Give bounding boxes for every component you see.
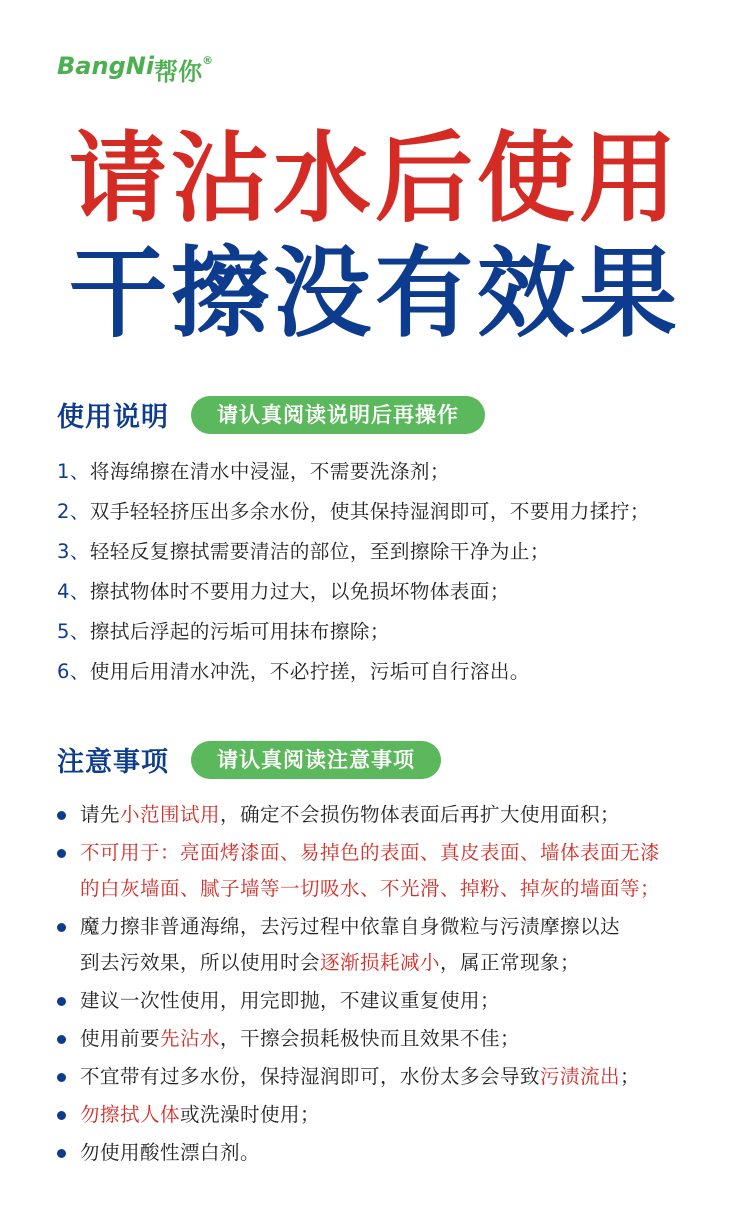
step-number: 1、 [57, 460, 90, 483]
usage-step [57, 492, 717, 532]
step-text: 擦拭物体时不要用力过大，以免损坏物体表面； [89, 580, 510, 603]
note-text: 魔力擦非普通海绵，去污过程中依靠自身微粒与污渍摩擦以达 [80, 915, 621, 938]
bullet-dot [57, 923, 66, 932]
usage-step [57, 532, 717, 572]
note-text: 不宜带有过多水份，保持湿润即可，水份太多会导致 [80, 1065, 541, 1088]
usage-step [57, 612, 717, 652]
step-number: 2、 [57, 500, 90, 523]
notes-section-header [57, 740, 441, 779]
usage-steps-list [57, 452, 717, 692]
step-number: 4、 [57, 580, 90, 603]
bullet-dot [57, 997, 66, 1006]
note-text: 或洗澡时使用； [180, 1103, 321, 1126]
step-text: 使用后用清水冲洗，不必拧搓，污垢可自行溶出。 [89, 660, 530, 683]
note-item [57, 797, 717, 833]
bullet-dot [57, 1035, 66, 1044]
note-item [57, 1097, 717, 1133]
note-text: 建议一次性使用，用完即抛，不建议重复使用； [80, 989, 501, 1012]
note-highlight: 的白灰墙面、腻子墙等一切吸水、不光滑、掉粉、掉灰的墙面等； [80, 877, 661, 900]
note-text: 到去污效果，所以使用时会 [80, 951, 321, 974]
step-text: 擦拭后浮起的污垢可用抹布擦除； [89, 620, 390, 643]
bullet-dot [57, 849, 66, 858]
note-text: 使用前要 [80, 1027, 161, 1050]
step-number: 5、 [57, 620, 90, 643]
note-item [57, 1059, 717, 1095]
note-text: ，属正常现象； [440, 951, 581, 974]
step-number: 6、 [57, 660, 90, 683]
bullet-dot [57, 1149, 66, 1158]
note-item [57, 1135, 717, 1171]
bullet-dot [57, 811, 66, 820]
usage-section-header [57, 395, 485, 434]
notes-pill: 请认真阅读注意事项 [191, 741, 441, 779]
step-number: 3、 [57, 540, 90, 563]
note-text: 请先 [80, 803, 121, 826]
bullet-dot [57, 1073, 66, 1082]
note-highlight: 污渍流出 [540, 1065, 621, 1088]
step-text: 轻轻反复擦拭需要清洁的部位，至到擦除干净为止； [89, 540, 550, 563]
note-item [57, 835, 717, 907]
logo-ni: Ni [125, 52, 155, 80]
note-highlight: 小范围试用 [120, 803, 221, 826]
headline-line1: 请沾水后使用 [68, 122, 681, 236]
note-item [57, 909, 717, 981]
usage-pill: 请认真阅读说明后再操作 [191, 396, 485, 434]
headline-line2: 干擦没有效果 [68, 237, 681, 351]
note-highlight: 先沾水 [160, 1027, 221, 1050]
usage-step [57, 652, 717, 692]
note-item [57, 983, 717, 1019]
usage-title: 使用说明 [57, 402, 169, 433]
bullet-dot [57, 1111, 66, 1120]
note-text: ，干擦会损耗极快而且效果不佳； [220, 1027, 521, 1050]
note-text: ； [620, 1065, 641, 1088]
step-text: 双手轻轻挤压出多余水份，使其保持湿润即可，不要用力揉拧； [89, 500, 650, 523]
usage-step [57, 572, 717, 612]
registered-mark: ® [202, 54, 214, 67]
note-item [57, 1021, 717, 1057]
note-highlight: 逐渐损耗减小 [320, 951, 441, 974]
notes-list [57, 797, 717, 1173]
note-text: ，确定不会损伤物体表面后再扩大使用面积； [220, 803, 621, 826]
note-text: 勿使用酸性漂白剂。 [80, 1141, 261, 1164]
step-text: 将海绵擦在清水中浸湿，不需要洗涤剂； [89, 460, 450, 483]
note-highlight: 不可用于：亮面烤漆面、易掉色的表面、真皮表面、墙体表面无漆 [80, 841, 661, 864]
usage-step [57, 452, 717, 492]
notes-title: 注意事项 [57, 747, 169, 778]
logo-chinese: 帮你 [154, 58, 203, 86]
brand-logo [57, 52, 213, 87]
note-highlight: 勿擦拭人体 [80, 1103, 181, 1126]
logo-bang: Bang [57, 52, 126, 80]
